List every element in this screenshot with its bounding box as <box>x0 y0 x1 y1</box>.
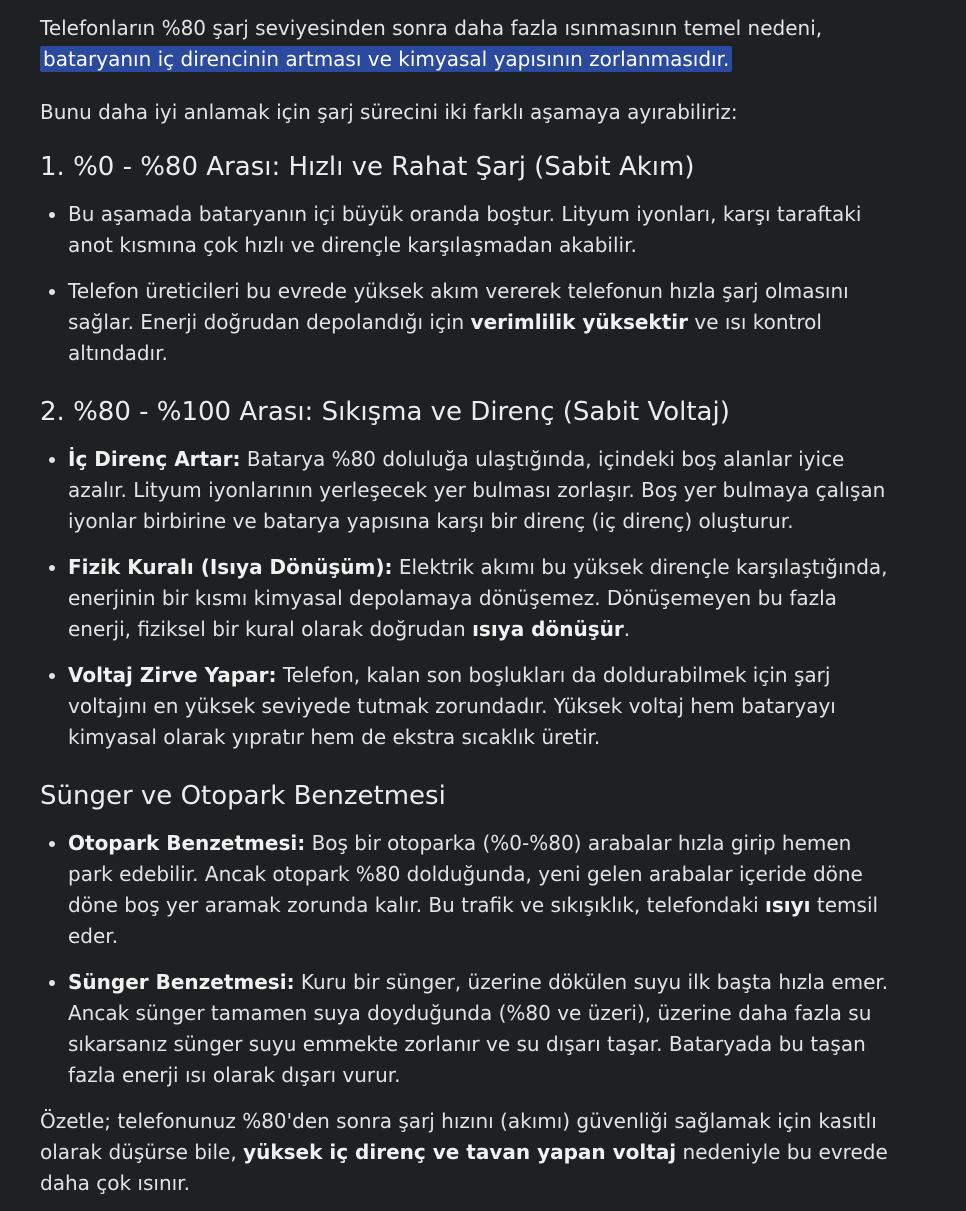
list-item <box>68 199 900 261</box>
phase-2-list <box>40 444 900 753</box>
bold-text: Voltaj Zirve Yapar: <box>68 663 277 687</box>
bold-text: Fizik Kuralı (Isıya Dönüşüm): <box>68 555 393 579</box>
section-heading-phase-1: 1. %0 - %80 Arası: Hızlı ve Rahat Şarj (Sabit Akım) <box>40 152 695 182</box>
list-item <box>68 552 900 645</box>
list-item <box>68 444 900 537</box>
bold-text: İç Direnç Artar: <box>68 447 241 471</box>
summary-paragraph <box>40 1106 900 1199</box>
list-item-text: ve ısı kontrol altındadır. <box>68 310 822 365</box>
list-item-text: Telefon, kalan son boşlukları da doldurabilmek için şarj voltajını en yüksek seviyede tutmak zorundadır. Yüksek voltaj hem bataryayı kimyasal olarak yıpratır hem de ekstra sıcaklık üretir. <box>68 663 836 749</box>
list-item <box>68 828 900 952</box>
bold-text: ısıyı <box>765 893 811 917</box>
list-item <box>68 276 900 369</box>
list-item <box>68 660 900 753</box>
list-item-text: Elektrik akımı bu yüksek dirençle karşılaştığında, enerjinin bir kısmı kimyasal depolamaya dönüşemez. Dönüşemeyen bu fazla enerji, fiziksel bir kural olarak doğrudan <box>68 555 888 641</box>
list-item-text: Bu aşamada bataryanın içi büyük oranda boştur. Lityum iyonları, karşı taraftaki anot kısmına çok hızlı ve dirençle karşılaşmadan akabilir. <box>68 202 862 257</box>
list-item-text: temsil eder. <box>68 893 879 948</box>
list-item-text: Kuru bir sünger, üzerine dökülen suyu ilk başta hızla emer. Ancak sünger tamamen suya doyduğunda (%80 ve üzeri), üzerine daha fazla su sıkarsanız sünger suyu emmekte zorlanır ve su dışarı taşar. Bataryada bu taşan fazla enerji ısı olarak dışarı vurur. <box>68 970 889 1087</box>
bold-text: Otopark Benzetmesi: <box>68 831 306 855</box>
bold-text: Sünger Benzetmesi: <box>68 970 295 994</box>
intro-lead: Bunu daha iyi anlamak için şarj sürecini iki farklı aşamaya ayırabiliriz: <box>40 100 738 124</box>
intro-text: Telefonların %80 şarj seviyesinden sonra daha fazla ısınmasının temel nedeni, <box>40 16 823 40</box>
phase-1-list <box>40 199 900 369</box>
list-item-text: . <box>623 617 631 641</box>
bold-text: ısıya dönüşür <box>472 617 624 641</box>
analogy-list <box>40 828 900 1091</box>
section-heading-analogy: Sünger ve Otopark Benzetmesi <box>40 781 446 811</box>
bold-text: yüksek iç direnç ve tavan yapan voltaj <box>243 1140 677 1164</box>
response-content <box>40 13 900 1199</box>
list-item <box>68 967 900 1091</box>
intro-paragraph <box>40 13 900 75</box>
list-item-text: Batarya %80 doluluğa ulaştığında, içindeki boş alanlar iyice azalır. Lityum iyonlarının yerleşecek yer bulması zorlaşır. Boş yer bulmaya çalışan iyonlar birbirine ve batarya yapısına karşı bir direnç (iç direnç) oluşturur. <box>68 447 886 533</box>
list-item-text: Telefon üreticileri bu evrede yüksek akım vererek telefonun hızla şarj olmasını sağlar. Enerji doğrudan depolandığı için <box>68 279 849 334</box>
summary-text: Özetle; telefonunuz %80'den sonra şarj hızını (akımı) güvenliği sağlamak için kasıtlı olarak düşürse bile, <box>40 1109 877 1164</box>
list-item-text: Boş bir otoparka (%0-%80) arabalar hızla girip hemen park edebilir. Ancak otopark %80 dolduğunda, yeni gelen arabalar içeride döne döne boş yer aramak zorunda kalır. Bu trafik ve sıkışıklık, telefondaki <box>68 831 863 917</box>
highlighted-selection[interactable]: bataryanın iç direncinin artması ve kimyasal yapısının zorlanmasıdır. <box>40 46 732 72</box>
summary-text: nedeniyle bu evrede daha çok ısınır. <box>40 1140 888 1195</box>
section-heading-phase-2: 2. %80 - %100 Arası: Sıkışma ve Direnç (Sabit Voltaj) <box>40 397 730 427</box>
bold-text: verimlilik yüksektir <box>470 310 689 334</box>
